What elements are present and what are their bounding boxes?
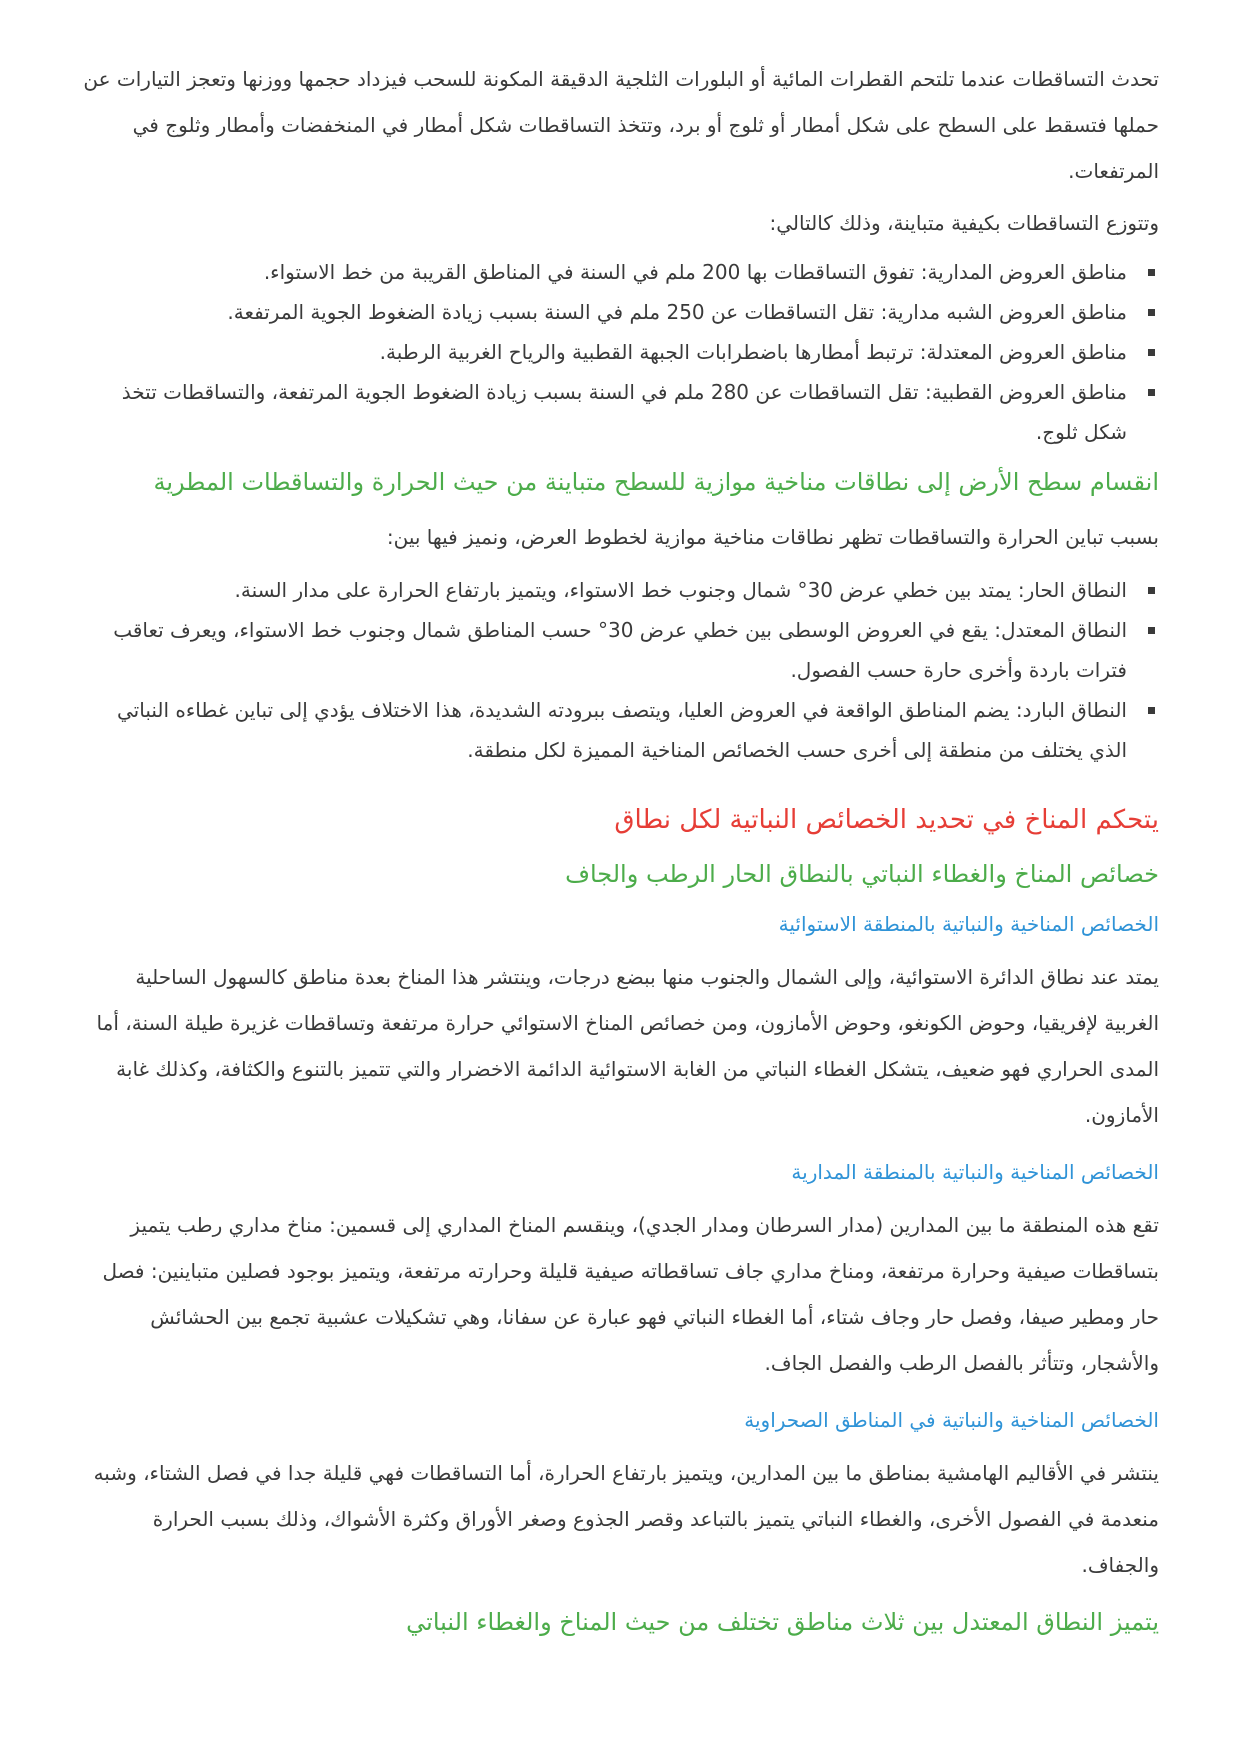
list-item: النطاق المعتدل: يقع في العروض الوسطى بين خطي عرض 30° حسب المناطق شمال وجنوب خط الاستواء، ويعرف تعاقب فترات باردة وأخرى حارة حسب الفصول. <box>77 610 1159 690</box>
bullet-icon <box>1148 587 1155 594</box>
temperate-heading: يتميز النطاق المعتدل بين ثلاث مناطق تختلف من حيث المناخ والغطاء النباتي <box>406 1608 1159 1636</box>
tropical-heading: الخصائص المناخية والنباتية بالمنطقة المدارية <box>791 1160 1159 1184</box>
distribution-lead: وتتوزع التساقطات بكيفية متباينة، وذلك كالتالي: <box>769 211 1159 235</box>
zones-list <box>77 570 1159 770</box>
list-item: مناطق العروض المدارية: تفوق التساقطات بها 200 ملم في السنة في المناطق القريبة من خط الاستواء. <box>77 252 1159 292</box>
equatorial-heading: الخصائص المناخية والنباتية بالمنطقة الاستوائية <box>778 912 1159 936</box>
article <box>77 56 1159 1642</box>
zones-lead: بسبب تباين الحرارة والتساقطات تظهر نطاقات مناخية موازية لخطوط العرض، ونميز فيها بين: <box>386 525 1159 549</box>
bullet-icon <box>1148 707 1155 714</box>
bullet-icon <box>1148 349 1155 356</box>
list-item: مناطق العروض الشبه مدارية: تقل التساقطات عن 250 ملم في السنة بسبب زيادة الضغوط الجوية المرتفعة. <box>77 292 1159 332</box>
distribution-list <box>77 252 1159 452</box>
list-item: النطاق الحار: يمتد بين خطي عرض 30° شمال وجنوب خط الاستواء، ويتميز بارتفاع الحرارة على مدار السنة. <box>77 570 1159 610</box>
intro-paragraph: تحدث التساقطات عندما تلتحم القطرات المائية أو البلورات الثلجية الدقيقة المكونة للسحب فيزداد حجمها ووزنها وتعجز التيارات عن حملها فتسقط على السطح على شكل أمطار أو ثلوج أو برد، وتتخذ التساقطات شكل أمطار في المنخفضات وأمطار وثلوج في المرتفعات. <box>83 67 1159 183</box>
list-item: النطاق البارد: يضم المناطق الواقعة في العروض العليا، ويتصف ببرودته الشديدة، هذا الاختلاف يؤدي إلى تباين غطاءه النباتي الذي يختلف من منطقة إلى أخرى حسب الخصائص المناخية المميزة لكل منطقة. <box>77 690 1159 770</box>
bullet-icon <box>1148 309 1155 316</box>
desert-heading: الخصائص المناخية والنباتية في المناطق الصحراوية <box>744 1408 1159 1432</box>
zones-heading: انقسام سطح الأرض إلى نطاقات مناخية موازية للسطح متباينة من حيث الحرارة والتساقطات المطرية <box>153 468 1159 496</box>
list-item: مناطق العروض القطبية: تقل التساقطات عن 280 ملم في السنة بسبب زيادة الضغوط الجوية المرتفعة، والتساقطات تتخذ شكل ثلوج. <box>77 372 1159 452</box>
bullet-icon <box>1148 627 1155 634</box>
tropical-text: تقع هذه المنطقة ما بين المدارين (مدار السرطان ومدار الجدي)، وينقسم المناخ المداري إلى قسمين: مناخ مداري رطب يتميز بتساقطات صيفية وحرارة مرتفعة، ومناخ مداري جاف تساقطاته صيفية قليلة وحرارته مرتفعة، ويتميز بوجود فصلين متباينين: فصل حار ومطير صيفا، وفصل حار وجاف شتاء، أما الغطاء النباتي فهو عبارة عن سفانا، وهي تشكيلات عشبية تجمع بين الحشائش والأشجار، وتتأثر بالفصل الرطب والفصل الجاف. <box>102 1213 1159 1375</box>
list-item: مناطق العروض المعتدلة: ترتبط أمطارها باضطرابات الجبهة القطبية والرياح الغربية الرطبة. <box>77 332 1159 372</box>
bullet-icon <box>1148 389 1155 396</box>
bullet-icon <box>1148 269 1155 276</box>
climate-control-heading: يتحكم المناخ في تحديد الخصائص النباتية لكل نطاق <box>614 805 1159 835</box>
equatorial-text: يمتد عند نطاق الدائرة الاستوائية، وإلى الشمال والجنوب منها ببضع درجات، وينتشر هذا المناخ بعدة مناطق كالسهول الساحلية الغربية لإفريقيا، وحوض الكونغو، وحوض الأمازون، ومن خصائص المناخ الاستوائي حرارة مرتفعة وتساقطات غزيرة طيلة السنة، أما المدى الحراري فهو ضعيف، يتشكل الغطاء النباتي من الغابة الاستوائية الدائمة الاخضرار والتي تتميز بالتنوع والكثافة، وكذلك غابة الأمازون. <box>96 965 1159 1127</box>
hot-zone-heading: خصائص المناخ والغطاء النباتي بالنطاق الحار الرطب والجاف <box>565 860 1159 888</box>
desert-text: ينتشر في الأقاليم الهامشية بمناطق ما بين المدارين، ويتميز بارتفاع الحرارة، أما التساقطات فهي قليلة جدا في فصل الشتاء، وشبه منعدمة في الفصول الأخرى، والغطاء النباتي يتميز بالتباعد وقصر الجذوع وصغر الأوراق وكثرة الأشواك، وذلك بسبب الحرارة والجفاف. <box>93 1461 1159 1577</box>
